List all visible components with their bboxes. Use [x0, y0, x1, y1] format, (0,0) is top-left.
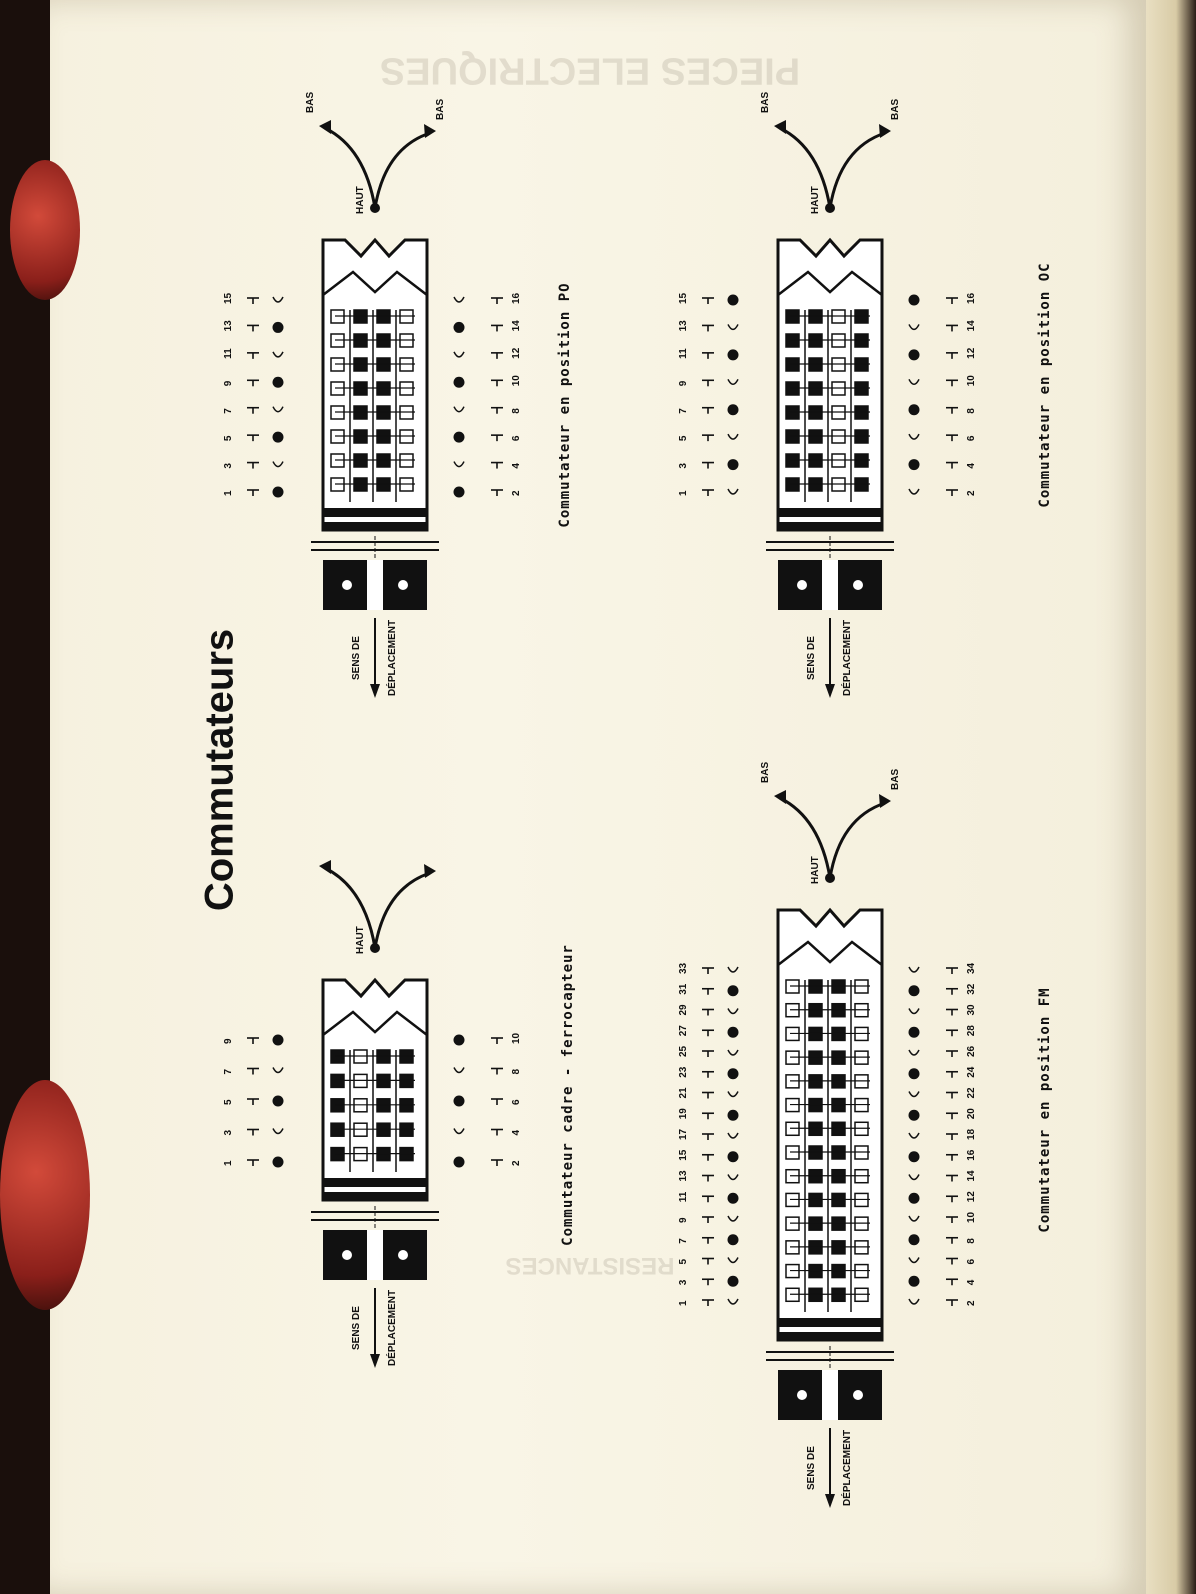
- contact-hook: [728, 1050, 738, 1055]
- ghost-subheader: RESISTANCES: [505, 1252, 675, 1279]
- contact-hook: [909, 1258, 919, 1263]
- contact-hook: [454, 1068, 464, 1073]
- contact-dot: [909, 1068, 920, 1079]
- top-number: 9: [223, 380, 234, 387]
- contact-dot: [454, 432, 465, 443]
- arrowhead-icon: [319, 120, 331, 134]
- slider-hole: [853, 580, 863, 590]
- contact-hook: [909, 434, 919, 439]
- bottom-number: 14: [511, 320, 522, 332]
- contact-hook: [273, 1129, 283, 1134]
- contact-hook: [728, 379, 738, 384]
- bottom-number: 26: [966, 1045, 977, 1057]
- top-number: 11: [223, 348, 234, 359]
- body-bar: [778, 1332, 882, 1340]
- bottom-number: 34: [966, 962, 977, 974]
- contact-hook: [273, 407, 283, 412]
- bottom-number: 16: [966, 1149, 977, 1161]
- bottom-number: 8: [511, 408, 522, 414]
- contact-dot: [728, 459, 739, 470]
- bottom-number: 6: [966, 1258, 977, 1265]
- slider-hole: [342, 580, 352, 590]
- bottom-number: 10: [511, 1032, 522, 1044]
- body-bar: [323, 522, 427, 530]
- top-number: 3: [223, 463, 234, 469]
- contact-dot: [728, 1110, 739, 1121]
- bottom-number: 12: [966, 1191, 977, 1203]
- contact-hook: [728, 1216, 738, 1221]
- contact-dot: [273, 1157, 284, 1168]
- slider-slot: [367, 1230, 383, 1280]
- switch-diagram-fm: [645, 761, 1025, 1506]
- contact-dot: [728, 1151, 739, 1162]
- bottom-number: 10: [966, 375, 977, 387]
- label-deplacement: DÉPLACEMENT: [842, 619, 853, 696]
- contact-dot: [909, 295, 920, 306]
- contact-dot: [454, 377, 465, 388]
- contact-hook: [454, 352, 464, 357]
- label-sens: SENS DE: [351, 1306, 362, 1350]
- contact-dot: [454, 322, 465, 333]
- arrow-up-left: [780, 128, 830, 208]
- contact-dot: [909, 1276, 920, 1287]
- arrowhead-icon: [424, 864, 436, 878]
- contact-hook: [909, 967, 919, 972]
- contact-dot: [273, 377, 284, 388]
- contact-hook: [273, 297, 283, 302]
- contact-hook: [728, 1133, 738, 1138]
- label-deplacement: DÉPLACEMENT: [387, 1289, 398, 1366]
- bottom-number: 18: [966, 1128, 977, 1140]
- contact-hook: [728, 434, 738, 439]
- switch-diagram-po: [190, 91, 570, 696]
- contact-dot: [909, 1234, 920, 1245]
- contact-hook: [728, 967, 738, 972]
- contact-hook: [728, 1092, 738, 1097]
- bottom-number: 12: [966, 347, 977, 359]
- top-number: 3: [678, 1279, 689, 1286]
- label-sens: SENS DE: [806, 636, 817, 680]
- arrowhead-icon: [774, 790, 786, 804]
- bottom-number: 10: [511, 375, 522, 387]
- slider-hole: [342, 1250, 352, 1260]
- arrowhead-icon: [774, 120, 786, 134]
- top-number: 29: [678, 1004, 689, 1016]
- label-deplacement: DÉPLACEMENT: [387, 619, 398, 696]
- top-number: 27: [678, 1025, 689, 1037]
- top-number: 13: [223, 320, 234, 332]
- contact-dot: [273, 1096, 284, 1107]
- bottom-number: 24: [966, 1066, 977, 1078]
- bottom-number: 2: [966, 1300, 977, 1306]
- label-haut: HAUT: [355, 186, 366, 214]
- bottom-number: 20: [966, 1108, 977, 1120]
- contact-hook: [728, 1258, 738, 1263]
- page-edge: [1146, 0, 1196, 1594]
- contact-hook: [909, 489, 919, 494]
- contact-hook: [909, 1092, 919, 1097]
- bottom-number: 6: [511, 1099, 522, 1105]
- contact-hook: [454, 407, 464, 412]
- label-haut: HAUT: [355, 926, 366, 954]
- top-number: 21: [678, 1087, 689, 1099]
- contact-dot: [909, 1110, 920, 1121]
- bottom-number: 8: [966, 1238, 977, 1244]
- contact-dot: [454, 1157, 465, 1168]
- top-number: 31: [678, 983, 689, 995]
- top-number: 9: [678, 1217, 689, 1223]
- top-number: 3: [223, 1129, 234, 1136]
- top-number: 7: [223, 1068, 234, 1075]
- slider-slot: [367, 560, 383, 610]
- slider-slot: [822, 560, 838, 610]
- switch-diagram-oc: [645, 91, 1025, 696]
- contact-dot: [273, 487, 284, 498]
- slider-hole: [797, 580, 807, 590]
- contact-hook: [909, 1175, 919, 1180]
- contact-hook: [728, 489, 738, 494]
- bottom-number: 32: [966, 983, 977, 995]
- bottom-number: 6: [511, 435, 522, 442]
- bottom-number: 8: [966, 408, 977, 414]
- top-number: 11: [678, 1191, 689, 1203]
- contact-dot: [909, 459, 920, 470]
- contact-hook: [728, 1009, 738, 1014]
- switch-svg: [645, 91, 1025, 696]
- contact-dot: [728, 985, 739, 996]
- caption-cadre: Commutateur cadre - ferrocapteur: [560, 944, 576, 1246]
- contact-dot: [273, 322, 284, 333]
- top-number: 5: [223, 435, 234, 442]
- arrowhead-icon: [424, 124, 436, 138]
- contact-hook: [273, 352, 283, 357]
- contact-hook: [909, 1009, 919, 1014]
- body-bar: [323, 1192, 427, 1200]
- contact-dot: [728, 404, 739, 415]
- switch-svg: [190, 840, 570, 1366]
- label-sens: SENS DE: [806, 1446, 817, 1490]
- contact-hook: [728, 1299, 738, 1304]
- top-number: 1: [678, 1300, 689, 1306]
- label-haut: HAUT: [810, 186, 821, 214]
- top-number: 19: [678, 1108, 689, 1120]
- contact-hook: [728, 324, 738, 329]
- arrowhead-icon: [879, 124, 891, 138]
- label-bas: BAS: [760, 91, 771, 113]
- contact-dot: [909, 1193, 920, 1204]
- arrow-up-right: [830, 803, 885, 878]
- caption-fm: Commutateur en position FM: [1037, 987, 1053, 1233]
- contact-dot: [728, 1068, 739, 1079]
- label-haut: HAUT: [810, 856, 821, 884]
- slider-hole: [398, 1250, 408, 1260]
- top-number: 23: [678, 1066, 689, 1078]
- bottom-number: 4: [511, 1129, 522, 1136]
- arrow-up-left: [325, 868, 375, 948]
- contact-dot: [273, 1035, 284, 1046]
- label-bas: BAS: [435, 98, 446, 120]
- top-number: 17: [678, 1128, 689, 1140]
- top-number: 15: [223, 292, 234, 304]
- arrowhead-icon: [879, 794, 891, 808]
- contact-dot: [909, 1151, 920, 1162]
- label-bas: BAS: [890, 768, 901, 790]
- top-number: 7: [678, 408, 689, 414]
- body-bar: [323, 1178, 427, 1187]
- finger-bottom: [0, 1080, 90, 1310]
- contact-dot: [909, 1027, 920, 1038]
- contact-hook: [909, 1050, 919, 1055]
- body-bar: [778, 522, 882, 530]
- arrow-up-right: [375, 873, 430, 948]
- contact-hook: [728, 1175, 738, 1180]
- top-number: 15: [678, 1149, 689, 1161]
- contact-dot: [728, 1193, 739, 1204]
- bottom-number: 16: [511, 292, 522, 304]
- bottom-number: 22: [966, 1087, 977, 1099]
- label-deplacement: DÉPLACEMENT: [842, 1429, 853, 1506]
- top-number: 5: [678, 1258, 689, 1265]
- contact-hook: [909, 324, 919, 329]
- contact-dot: [728, 349, 739, 360]
- label-bas: BAS: [890, 98, 901, 120]
- contact-dot: [454, 1096, 465, 1107]
- arrowhead-icon: [319, 860, 331, 874]
- arrow-up-right: [375, 133, 430, 208]
- contact-hook: [909, 379, 919, 384]
- switch-svg: [645, 761, 1025, 1506]
- top-number: 25: [678, 1045, 689, 1057]
- slider-hole: [797, 1390, 807, 1400]
- top-number: 5: [678, 435, 689, 442]
- contact-dot: [728, 1234, 739, 1245]
- bottom-number: 2: [511, 1160, 522, 1166]
- bottom-number: 12: [511, 347, 522, 359]
- contact-dot: [728, 295, 739, 306]
- bottom-number: 8: [511, 1068, 522, 1075]
- top-number: 1: [223, 490, 234, 496]
- bottom-number: 4: [511, 463, 522, 469]
- top-number: 33: [678, 962, 689, 974]
- label-sens: SENS DE: [351, 636, 362, 680]
- contact-dot: [454, 1035, 465, 1046]
- bottom-number: 2: [511, 490, 522, 496]
- bottom-number: 30: [966, 1004, 977, 1016]
- bottom-number: 4: [966, 463, 977, 469]
- contact-dot: [909, 349, 920, 360]
- bottom-number: 14: [966, 320, 977, 332]
- contact-hook: [273, 1068, 283, 1073]
- top-number: 1: [223, 1160, 234, 1166]
- top-number: 11: [678, 348, 689, 359]
- top-number: 9: [223, 1038, 234, 1044]
- slider-slot: [822, 1370, 838, 1420]
- arrow-up-left: [325, 128, 375, 208]
- caption-oc: Commutateur en position OC: [1037, 262, 1053, 508]
- top-number: 9: [678, 380, 689, 387]
- contact-dot: [728, 1027, 739, 1038]
- contact-dot: [273, 432, 284, 443]
- top-number: 7: [223, 408, 234, 414]
- contact-hook: [909, 1299, 919, 1304]
- switch-body: [323, 980, 427, 1200]
- bottom-number: 14: [966, 1170, 977, 1182]
- top-number: 5: [223, 1099, 234, 1105]
- contact-hook: [909, 1133, 919, 1138]
- bottom-number: 28: [966, 1025, 977, 1037]
- body-bar: [778, 508, 882, 517]
- top-number: 13: [678, 320, 689, 332]
- body-bar: [323, 508, 427, 517]
- body-bar: [778, 1318, 882, 1327]
- top-number: 7: [678, 1238, 689, 1244]
- bottom-number: 6: [966, 435, 977, 442]
- bottom-number: 16: [966, 292, 977, 304]
- contact-dot: [909, 985, 920, 996]
- contact-hook: [273, 462, 283, 467]
- top-number: 3: [678, 463, 689, 469]
- caption-po: Commutateur en position PO: [557, 282, 573, 528]
- finger-top: [10, 160, 80, 300]
- top-number: 1: [678, 490, 689, 496]
- arrow-up-left: [780, 798, 830, 878]
- contact-dot: [909, 404, 920, 415]
- switch-diagram-cadre: [190, 840, 570, 1366]
- page-title: Commutateurs: [197, 628, 242, 912]
- top-number: 13: [678, 1170, 689, 1182]
- label-bas: BAS: [760, 761, 771, 783]
- contact-dot: [728, 1276, 739, 1287]
- slider-hole: [853, 1390, 863, 1400]
- contact-hook: [454, 462, 464, 467]
- label-bas: BAS: [305, 91, 316, 113]
- slider-hole: [398, 580, 408, 590]
- contact-dot: [454, 487, 465, 498]
- arrow-up-right: [830, 133, 885, 208]
- bottom-number: 4: [966, 1279, 977, 1286]
- contact-hook: [454, 1129, 464, 1134]
- bottom-number: 10: [966, 1211, 977, 1223]
- top-number: 15: [678, 292, 689, 304]
- switch-svg: [190, 91, 570, 696]
- ghost-header: PIECES ELECTRIQUES: [379, 49, 801, 92]
- contact-hook: [909, 1216, 919, 1221]
- contact-hook: [454, 297, 464, 302]
- bottom-number: 2: [966, 490, 977, 496]
